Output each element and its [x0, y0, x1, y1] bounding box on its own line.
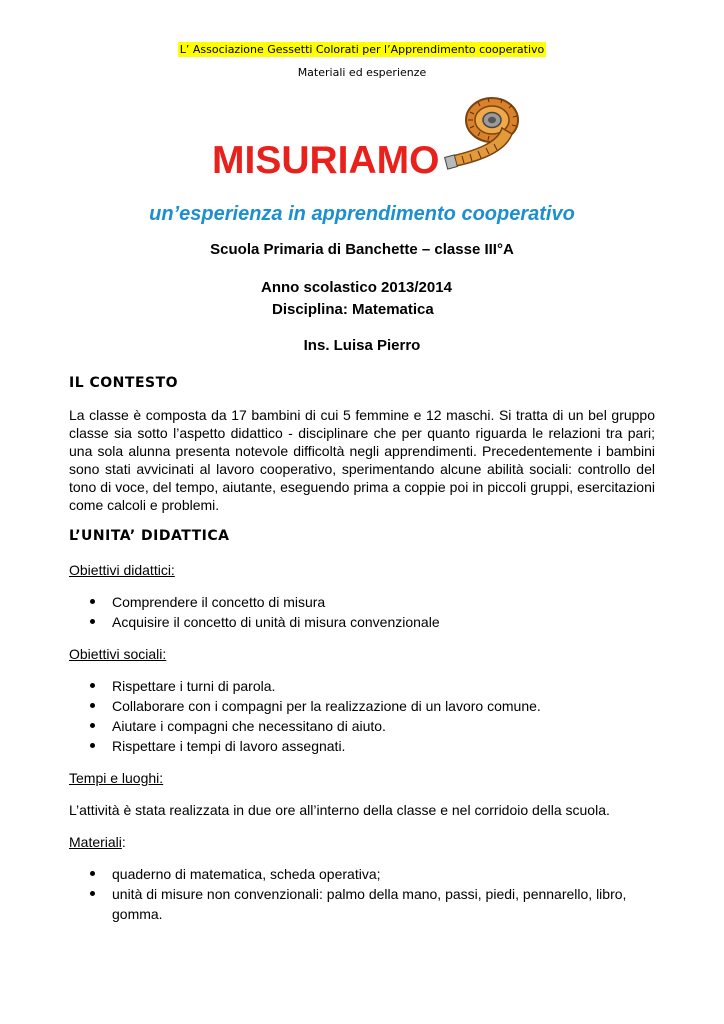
- discipline: Disciplina: Matematica: [272, 301, 434, 318]
- page-title: MISURIAMO: [212, 139, 440, 182]
- list-item: Acquisire il concetto di unità di misura convenzionale: [88, 612, 658, 632]
- teacher-name: Ins. Luisa Pierro: [303, 337, 421, 354]
- list-item: Collaborare con i compagni per la realizzazione di un lavoro comune.: [88, 696, 658, 716]
- context-heading: IL CONTESTO: [69, 375, 179, 391]
- list-item: quaderno di matematica, scheda operativa;: [88, 864, 658, 884]
- materials-label-row: [69, 833, 126, 851]
- list-item: Rispettare i turni di parola.: [88, 676, 658, 696]
- list-item: Aiutare i compagni che necessitano di aiuto.: [88, 716, 658, 736]
- time-place-text: L’attività è stata realizzata in due ore all’interno della classe e nel corridoio della scuola.: [69, 802, 610, 818]
- list-item: Comprendere il concetto di misura: [88, 592, 658, 612]
- list-item: Rispettare i tempi di lavoro assegnati.: [88, 736, 658, 756]
- measuring-tape-icon: [440, 90, 522, 180]
- unit-heading: L’UNITA’ DIDATTICA: [69, 528, 230, 544]
- header-association: [0, 43, 724, 57]
- materials-list: [88, 864, 658, 924]
- social-objectives-label: Obiettivi sociali:: [69, 646, 167, 662]
- school-name: Scuola Primaria di Banchette – classe III°A: [210, 241, 514, 258]
- school-year: Anno scolastico 2013/2014: [261, 279, 452, 296]
- didactic-objectives-label: Obiettivi didattici:: [69, 562, 175, 578]
- header-subtitle: Materiali ed esperienze: [297, 66, 427, 79]
- list-item: unità di misure non convenzionali: palmo della mano, passi, piedi, pennarello, libro, gomma.: [88, 884, 658, 924]
- time-place-label: Tempi e luoghi:: [69, 770, 164, 786]
- didactic-objectives-list: [88, 592, 658, 632]
- tagline: un’esperienza in apprendimento cooperativo: [149, 203, 575, 225]
- materials-label: Materiali: [69, 834, 122, 850]
- header-association-text: L’ Associazione Gessetti Colorati per l’Apprendimento cooperativo: [179, 43, 545, 56]
- social-objectives-list: [88, 676, 658, 756]
- materials-colon: :: [121, 834, 126, 850]
- context-paragraph: La classe è composta da 17 bambini di cui 5 femmine e 12 maschi. Si tratta di un bel gruppo classe sia sotto l’aspetto didattico - disciplinare che per quanto riguarda le relazioni tra pari; una sola alunna presenta notevole difficoltà negli apprendimenti. Precedentemente i bambini sono stati avvicinati al lavoro cooperativo, sperimentando alcune abilità sociali: controllo del tono di voce, del tempo, aiutante, eseguendo prima a coppie poi in piccoli gruppi, esercitazioni come calcoli e problemi.: [69, 407, 655, 513]
